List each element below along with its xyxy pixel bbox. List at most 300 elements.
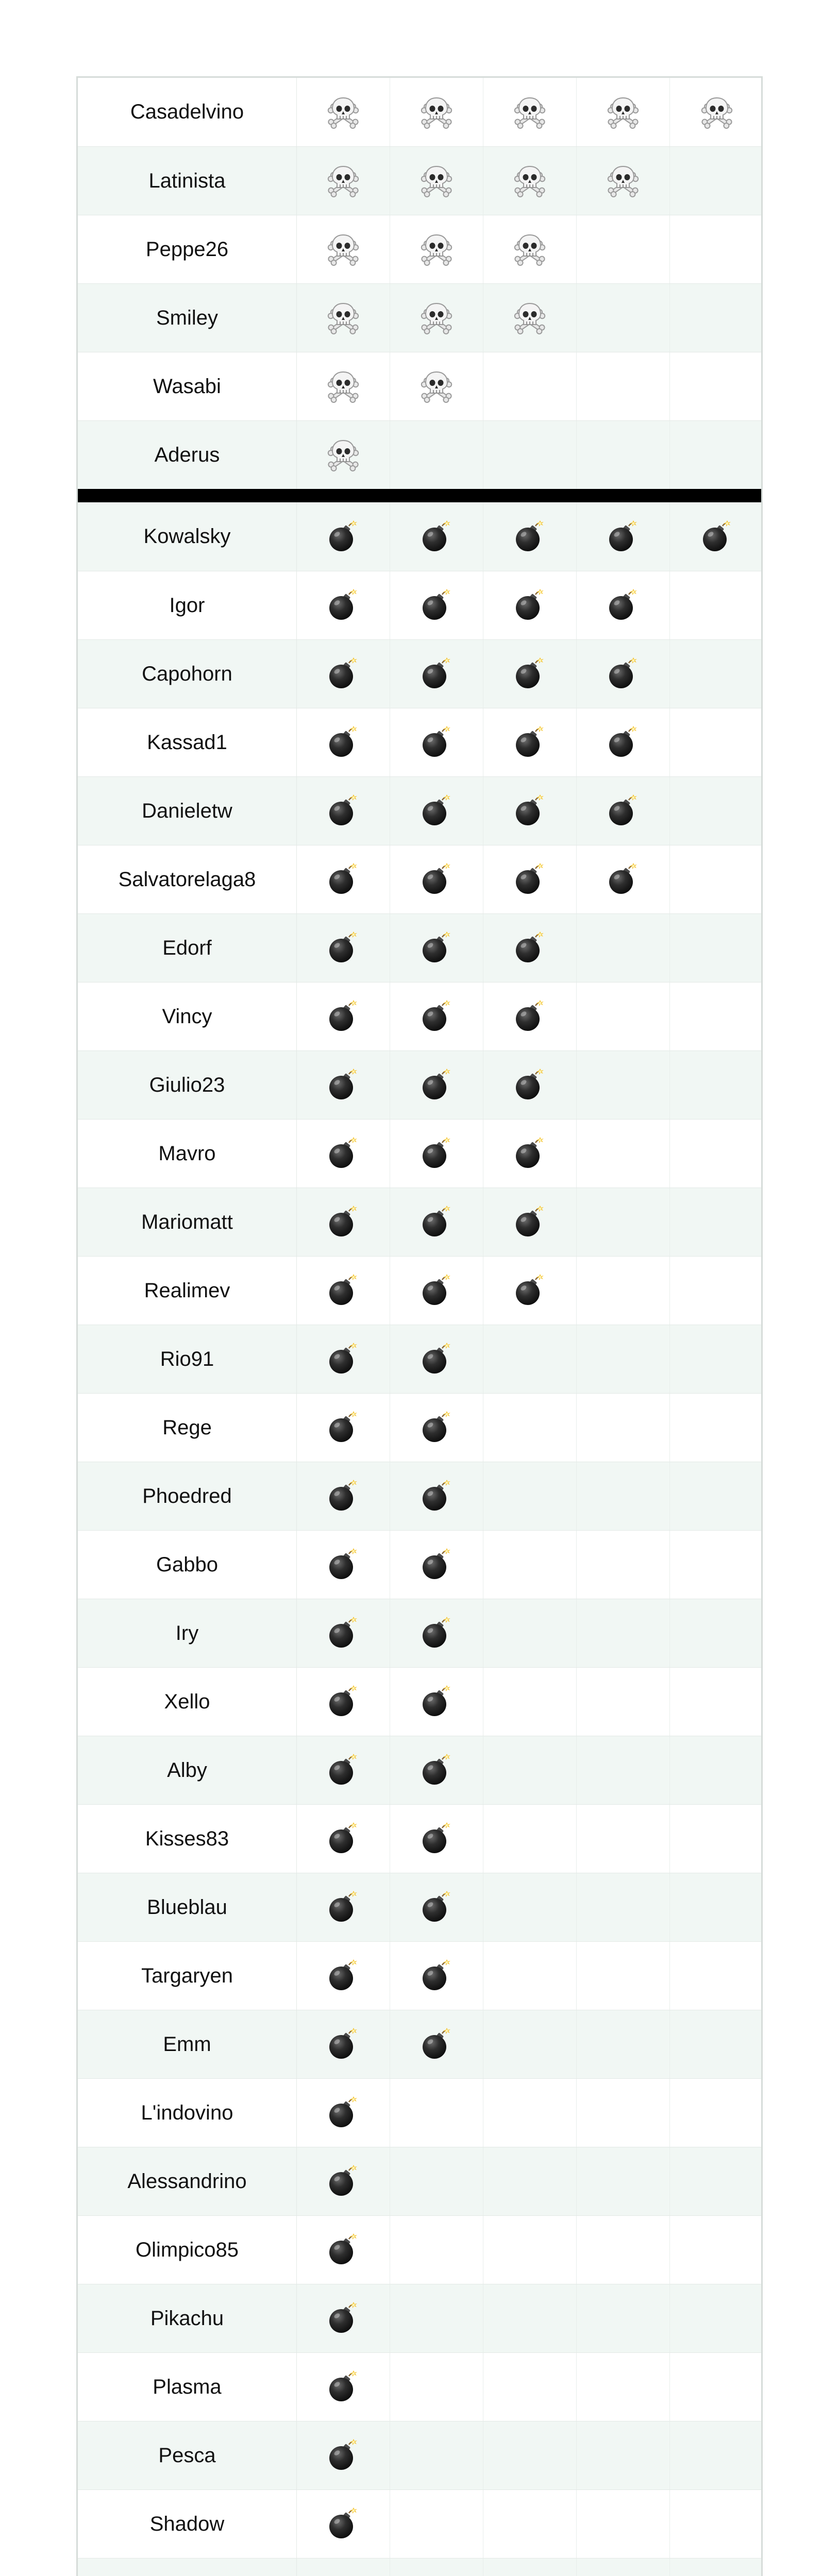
mark-cell: [390, 640, 483, 708]
table-row: [78, 1393, 761, 1462]
mark-cell: [670, 1051, 763, 1119]
bomb-icon: [326, 1890, 360, 1924]
mark-cell: [297, 1942, 390, 2010]
table-row: [78, 1050, 761, 1119]
mark-cell: [670, 1873, 763, 1941]
mark-cell: [390, 1394, 483, 1462]
player-name: Rio91: [78, 1325, 297, 1393]
bomb-icon: [513, 862, 547, 896]
mark-cell: [483, 1051, 577, 1119]
mark-cell: [297, 1805, 390, 1873]
bomb-icon: [420, 1890, 454, 1924]
mark-cell: [483, 2558, 577, 2576]
mark-cell: [483, 1325, 577, 1393]
mark-cell: [670, 1462, 763, 1530]
table-row: [78, 913, 761, 982]
mark-cell: [297, 2079, 390, 2147]
mark-cell: [670, 2353, 763, 2421]
mark-cell: [670, 2558, 763, 2576]
mark-cell: [670, 2421, 763, 2489]
mark-cell: [390, 2147, 483, 2215]
player-name: Kowalsky: [78, 502, 297, 571]
bomb-icon: [326, 2096, 360, 2130]
mark-cell: [390, 1188, 483, 1256]
mark-cell: [483, 1736, 577, 1804]
mark-cell: [577, 421, 670, 489]
bomb-icon: [326, 1616, 360, 1650]
bomb-icon: [420, 1068, 454, 1102]
standings-table: [76, 76, 763, 2576]
bomb-icon: [326, 2370, 360, 2404]
mark-cell: [297, 147, 390, 215]
bomb-icon: [326, 1548, 360, 1582]
bomb-icon: [326, 1479, 360, 1513]
skull-crossbones-icon: [606, 164, 640, 198]
mark-cell: [297, 1873, 390, 1941]
mark-cell: [483, 215, 577, 283]
player-name: Emm: [78, 2010, 297, 2078]
mark-cell: [670, 640, 763, 708]
mark-cell: [390, 147, 483, 215]
mark-cell: [297, 2216, 390, 2284]
mark-cell: [390, 2010, 483, 2078]
mark-cell: [297, 1599, 390, 1667]
mark-cell: [297, 284, 390, 352]
bomb-icon: [420, 931, 454, 965]
mark-cell: [670, 1188, 763, 1256]
mark-cell: [670, 2010, 763, 2078]
bomb-icon: [326, 1205, 360, 1239]
mark-cell: [577, 1325, 670, 1393]
mark-cell: [577, 1188, 670, 1256]
table-row: [78, 1325, 761, 1393]
mark-cell: [670, 1599, 763, 1667]
table-row: [78, 2352, 761, 2421]
bomb-icon: [420, 1959, 454, 1993]
mark-cell: [483, 1531, 577, 1599]
mark-cell: [297, 1188, 390, 1256]
player-name: Wasabi: [78, 352, 297, 420]
bomb-icon: [326, 999, 360, 1033]
bomb-icon: [420, 2027, 454, 2061]
bomb-icon: [326, 931, 360, 965]
bomb-icon: [326, 1959, 360, 1993]
bomb-icon: [420, 1274, 454, 1308]
skull-crossbones-icon: [606, 95, 640, 129]
skull-crossbones-icon: [700, 95, 734, 129]
bomb-icon: [700, 520, 734, 554]
mark-cell: [483, 2490, 577, 2558]
bomb-icon: [326, 862, 360, 896]
bomb-icon: [326, 725, 360, 759]
bomb-icon: [326, 1137, 360, 1171]
player-name: Mavro: [78, 1120, 297, 1188]
mark-cell: [577, 2558, 670, 2576]
bomb-icon: [513, 1274, 547, 1308]
mark-cell: [483, 1873, 577, 1941]
mark-cell: [297, 777, 390, 845]
table-row: [78, 2558, 761, 2576]
mark-cell: [670, 215, 763, 283]
mark-cell: [670, 1325, 763, 1393]
bomb-icon: [420, 1616, 454, 1650]
mark-cell: [577, 2490, 670, 2558]
mark-cell: [577, 1736, 670, 1804]
table-row: [78, 215, 761, 283]
table-row: [78, 2421, 761, 2489]
mark-cell: [297, 1668, 390, 1736]
player-name: Shadow: [78, 2490, 297, 2558]
mark-cell: [483, 352, 577, 420]
mark-cell: [577, 982, 670, 1050]
mark-cell: [297, 2558, 390, 2576]
mark-cell: [297, 352, 390, 420]
mark-cell: [483, 2079, 577, 2147]
mark-cell: [297, 708, 390, 776]
bomb-icon: [326, 1822, 360, 1856]
mark-cell: [577, 777, 670, 845]
mark-cell: [577, 1051, 670, 1119]
bomb-section: [78, 502, 761, 2576]
mark-cell: [390, 845, 483, 913]
mark-cell: [483, 914, 577, 982]
mark-cell: [390, 914, 483, 982]
table-row: [78, 2078, 761, 2147]
mark-cell: [670, 914, 763, 982]
mark-cell: [390, 1531, 483, 1599]
bomb-icon: [326, 1068, 360, 1102]
mark-cell: [670, 2147, 763, 2215]
table-row: [78, 639, 761, 708]
mark-cell: [670, 1531, 763, 1599]
mark-cell: [297, 845, 390, 913]
table-row: [78, 146, 761, 215]
mark-cell: [297, 982, 390, 1050]
mark-cell: [483, 1462, 577, 1530]
mark-cell: [577, 1668, 670, 1736]
skull-crossbones-icon: [420, 369, 454, 403]
bomb-icon: [326, 657, 360, 691]
player-name: Edorf: [78, 914, 297, 982]
mark-cell: [483, 421, 577, 489]
mark-cell: [483, 777, 577, 845]
player-name: Plasma: [78, 2353, 297, 2421]
mark-cell: [670, 1394, 763, 1462]
skull-crossbones-icon: [513, 232, 547, 266]
bomb-icon: [326, 1685, 360, 1719]
bomb-icon: [326, 2027, 360, 2061]
bomb-icon: [326, 2164, 360, 2198]
mark-cell: [390, 215, 483, 283]
mark-cell: [483, 2421, 577, 2489]
bomb-icon: [606, 520, 640, 554]
mark-cell: [577, 2216, 670, 2284]
bomb-icon: [326, 1274, 360, 1308]
mark-cell: [483, 708, 577, 776]
skull-crossbones-icon: [326, 369, 360, 403]
mark-cell: [670, 1668, 763, 1736]
mark-cell: [297, 421, 390, 489]
player-name: Danieletw: [78, 777, 297, 845]
mark-cell: [390, 1873, 483, 1941]
table-row: [78, 982, 761, 1050]
mark-cell: [577, 2147, 670, 2215]
mark-cell: [483, 1120, 577, 1188]
bomb-icon: [420, 588, 454, 622]
player-name: L'indovino: [78, 2079, 297, 2147]
mark-cell: [390, 571, 483, 639]
mark-cell: [670, 571, 763, 639]
mark-cell: [670, 147, 763, 215]
mark-cell: [577, 640, 670, 708]
player-name: Blueblau: [78, 1873, 297, 1941]
mark-cell: [297, 1051, 390, 1119]
bomb-icon: [326, 1411, 360, 1445]
mark-cell: [483, 1188, 577, 1256]
table-row: [78, 1599, 761, 1667]
bomb-icon: [420, 725, 454, 759]
skull-crossbones-icon: [420, 164, 454, 198]
skull-crossbones-icon: [326, 232, 360, 266]
bomb-icon: [420, 1548, 454, 1582]
mark-cell: [390, 1668, 483, 1736]
bomb-icon: [420, 1685, 454, 1719]
section-divider: [78, 489, 761, 502]
mark-cell: [483, 1257, 577, 1325]
mark-cell: [390, 2353, 483, 2421]
bomb-icon: [326, 520, 360, 554]
table-row: [78, 420, 761, 489]
bomb-icon: [326, 1342, 360, 1376]
mark-cell: [390, 708, 483, 776]
mark-cell: [483, 571, 577, 639]
mark-cell: [390, 2421, 483, 2489]
skull-crossbones-icon: [513, 301, 547, 335]
table-row: [78, 1119, 761, 1188]
bomb-icon: [326, 794, 360, 828]
mark-cell: [297, 1257, 390, 1325]
mark-cell: [577, 2421, 670, 2489]
player-name: Mariomatt: [78, 1188, 297, 1256]
mark-cell: [390, 982, 483, 1050]
table-row: [78, 1530, 761, 1599]
mark-cell: [577, 571, 670, 639]
mark-cell: [297, 1394, 390, 1462]
player-name: Capohorn: [78, 640, 297, 708]
table-row: [78, 776, 761, 845]
bomb-icon: [420, 1479, 454, 1513]
mark-cell: [297, 502, 390, 571]
mark-cell: [297, 1325, 390, 1393]
mark-cell: [297, 1120, 390, 1188]
mark-cell: [483, 2147, 577, 2215]
mark-cell: [670, 845, 763, 913]
mark-cell: [577, 352, 670, 420]
mark-cell: [483, 147, 577, 215]
mark-cell: [483, 2010, 577, 2078]
player-name: Peppe26: [78, 215, 297, 283]
mark-cell: [577, 2284, 670, 2352]
table-row: [78, 845, 761, 913]
mark-cell: [670, 1736, 763, 1804]
mark-cell: [577, 78, 670, 146]
bomb-icon: [513, 931, 547, 965]
player-name: Olimpico85: [78, 2216, 297, 2284]
mark-cell: [297, 2284, 390, 2352]
mark-cell: [577, 1942, 670, 2010]
player-name: Kisses83: [78, 1805, 297, 1873]
bomb-icon: [326, 2507, 360, 2541]
mark-cell: [577, 1394, 670, 1462]
mark-cell: [577, 1462, 670, 1530]
mark-cell: [670, 777, 763, 845]
mark-cell: [483, 640, 577, 708]
mark-cell: [483, 2216, 577, 2284]
bomb-icon: [326, 2301, 360, 2335]
bomb-icon: [420, 1137, 454, 1171]
player-name: Realimev: [78, 1257, 297, 1325]
mark-cell: [390, 1120, 483, 1188]
bomb-icon: [606, 588, 640, 622]
mark-cell: [577, 708, 670, 776]
mark-cell: [670, 982, 763, 1050]
mark-cell: [577, 2079, 670, 2147]
table-row: [78, 1873, 761, 1941]
mark-cell: [483, 982, 577, 1050]
mark-cell: [483, 2284, 577, 2352]
player-name: Smiley: [78, 284, 297, 352]
mark-cell: [670, 284, 763, 352]
player-name: Gabbo: [78, 1531, 297, 1599]
mark-cell: [577, 284, 670, 352]
mark-cell: [483, 1805, 577, 1873]
mark-cell: [670, 352, 763, 420]
mark-cell: [577, 1531, 670, 1599]
table-row: [78, 1941, 761, 2010]
mark-cell: [390, 1257, 483, 1325]
mark-cell: [297, 78, 390, 146]
player-name: Rege: [78, 1394, 297, 1462]
table-row: [78, 2010, 761, 2078]
player-name: Iry: [78, 1599, 297, 1667]
bomb-icon: [420, 1822, 454, 1856]
mark-cell: [577, 914, 670, 982]
mark-cell: [577, 1120, 670, 1188]
mark-cell: [483, 1942, 577, 2010]
mark-cell: [577, 502, 670, 571]
table-row: [78, 1256, 761, 1325]
mark-cell: [297, 571, 390, 639]
mark-cell: [483, 78, 577, 146]
table-row: [78, 1804, 761, 1873]
mark-cell: [483, 845, 577, 913]
table-row: [78, 2147, 761, 2215]
table-row: [78, 283, 761, 352]
mark-cell: [297, 215, 390, 283]
mark-cell: [577, 2353, 670, 2421]
mark-cell: [670, 2216, 763, 2284]
mark-cell: [390, 2216, 483, 2284]
mark-cell: [670, 78, 763, 146]
skull-crossbones-icon: [326, 164, 360, 198]
mark-cell: [297, 640, 390, 708]
skull-crossbones-icon: [326, 438, 360, 472]
mark-cell: [670, 2284, 763, 2352]
mark-cell: [670, 502, 763, 571]
mark-cell: [390, 2079, 483, 2147]
mark-cell: [483, 2353, 577, 2421]
bomb-icon: [420, 999, 454, 1033]
bomb-icon: [513, 1137, 547, 1171]
mark-cell: [670, 2490, 763, 2558]
bomb-icon: [420, 862, 454, 896]
mark-cell: [390, 1942, 483, 2010]
player-name: [78, 2558, 297, 2576]
mark-cell: [483, 1599, 577, 1667]
mark-cell: [670, 1805, 763, 1873]
player-name: Kassad1: [78, 708, 297, 776]
mark-cell: [390, 1736, 483, 1804]
bomb-icon: [513, 588, 547, 622]
bomb-icon: [420, 657, 454, 691]
mark-cell: [390, 2558, 483, 2576]
bomb-icon: [326, 2438, 360, 2472]
bomb-icon: [513, 520, 547, 554]
player-name: Giulio23: [78, 1051, 297, 1119]
mark-cell: [577, 215, 670, 283]
table-row: [78, 1188, 761, 1256]
mark-cell: [577, 2010, 670, 2078]
mark-cell: [390, 2284, 483, 2352]
table-row: [78, 1736, 761, 1804]
table-row: [78, 2215, 761, 2284]
mark-cell: [670, 1120, 763, 1188]
player-name: Alessandrino: [78, 2147, 297, 2215]
bomb-icon: [420, 1205, 454, 1239]
player-name: Vincy: [78, 982, 297, 1050]
player-name: Aderus: [78, 421, 297, 489]
table-row: [78, 708, 761, 776]
mark-cell: [577, 147, 670, 215]
mark-cell: [670, 2079, 763, 2147]
bomb-icon: [326, 1753, 360, 1787]
mark-cell: [390, 777, 483, 845]
bomb-icon: [420, 1342, 454, 1376]
skull-section: [78, 78, 761, 489]
player-name: Igor: [78, 571, 297, 639]
mark-cell: [297, 1462, 390, 1530]
skull-crossbones-icon: [326, 95, 360, 129]
mark-cell: [390, 421, 483, 489]
skull-crossbones-icon: [513, 95, 547, 129]
bomb-icon: [513, 725, 547, 759]
table-row: [78, 78, 761, 146]
mark-cell: [577, 1805, 670, 1873]
mark-cell: [390, 502, 483, 571]
mark-cell: [390, 78, 483, 146]
mark-cell: [390, 1325, 483, 1393]
player-name: Phoedred: [78, 1462, 297, 1530]
mark-cell: [483, 284, 577, 352]
mark-cell: [390, 2490, 483, 2558]
mark-cell: [297, 1736, 390, 1804]
bomb-icon: [420, 520, 454, 554]
bomb-icon: [513, 1205, 547, 1239]
bomb-icon: [420, 1411, 454, 1445]
mark-cell: [577, 845, 670, 913]
mark-cell: [390, 1805, 483, 1873]
mark-cell: [390, 1462, 483, 1530]
